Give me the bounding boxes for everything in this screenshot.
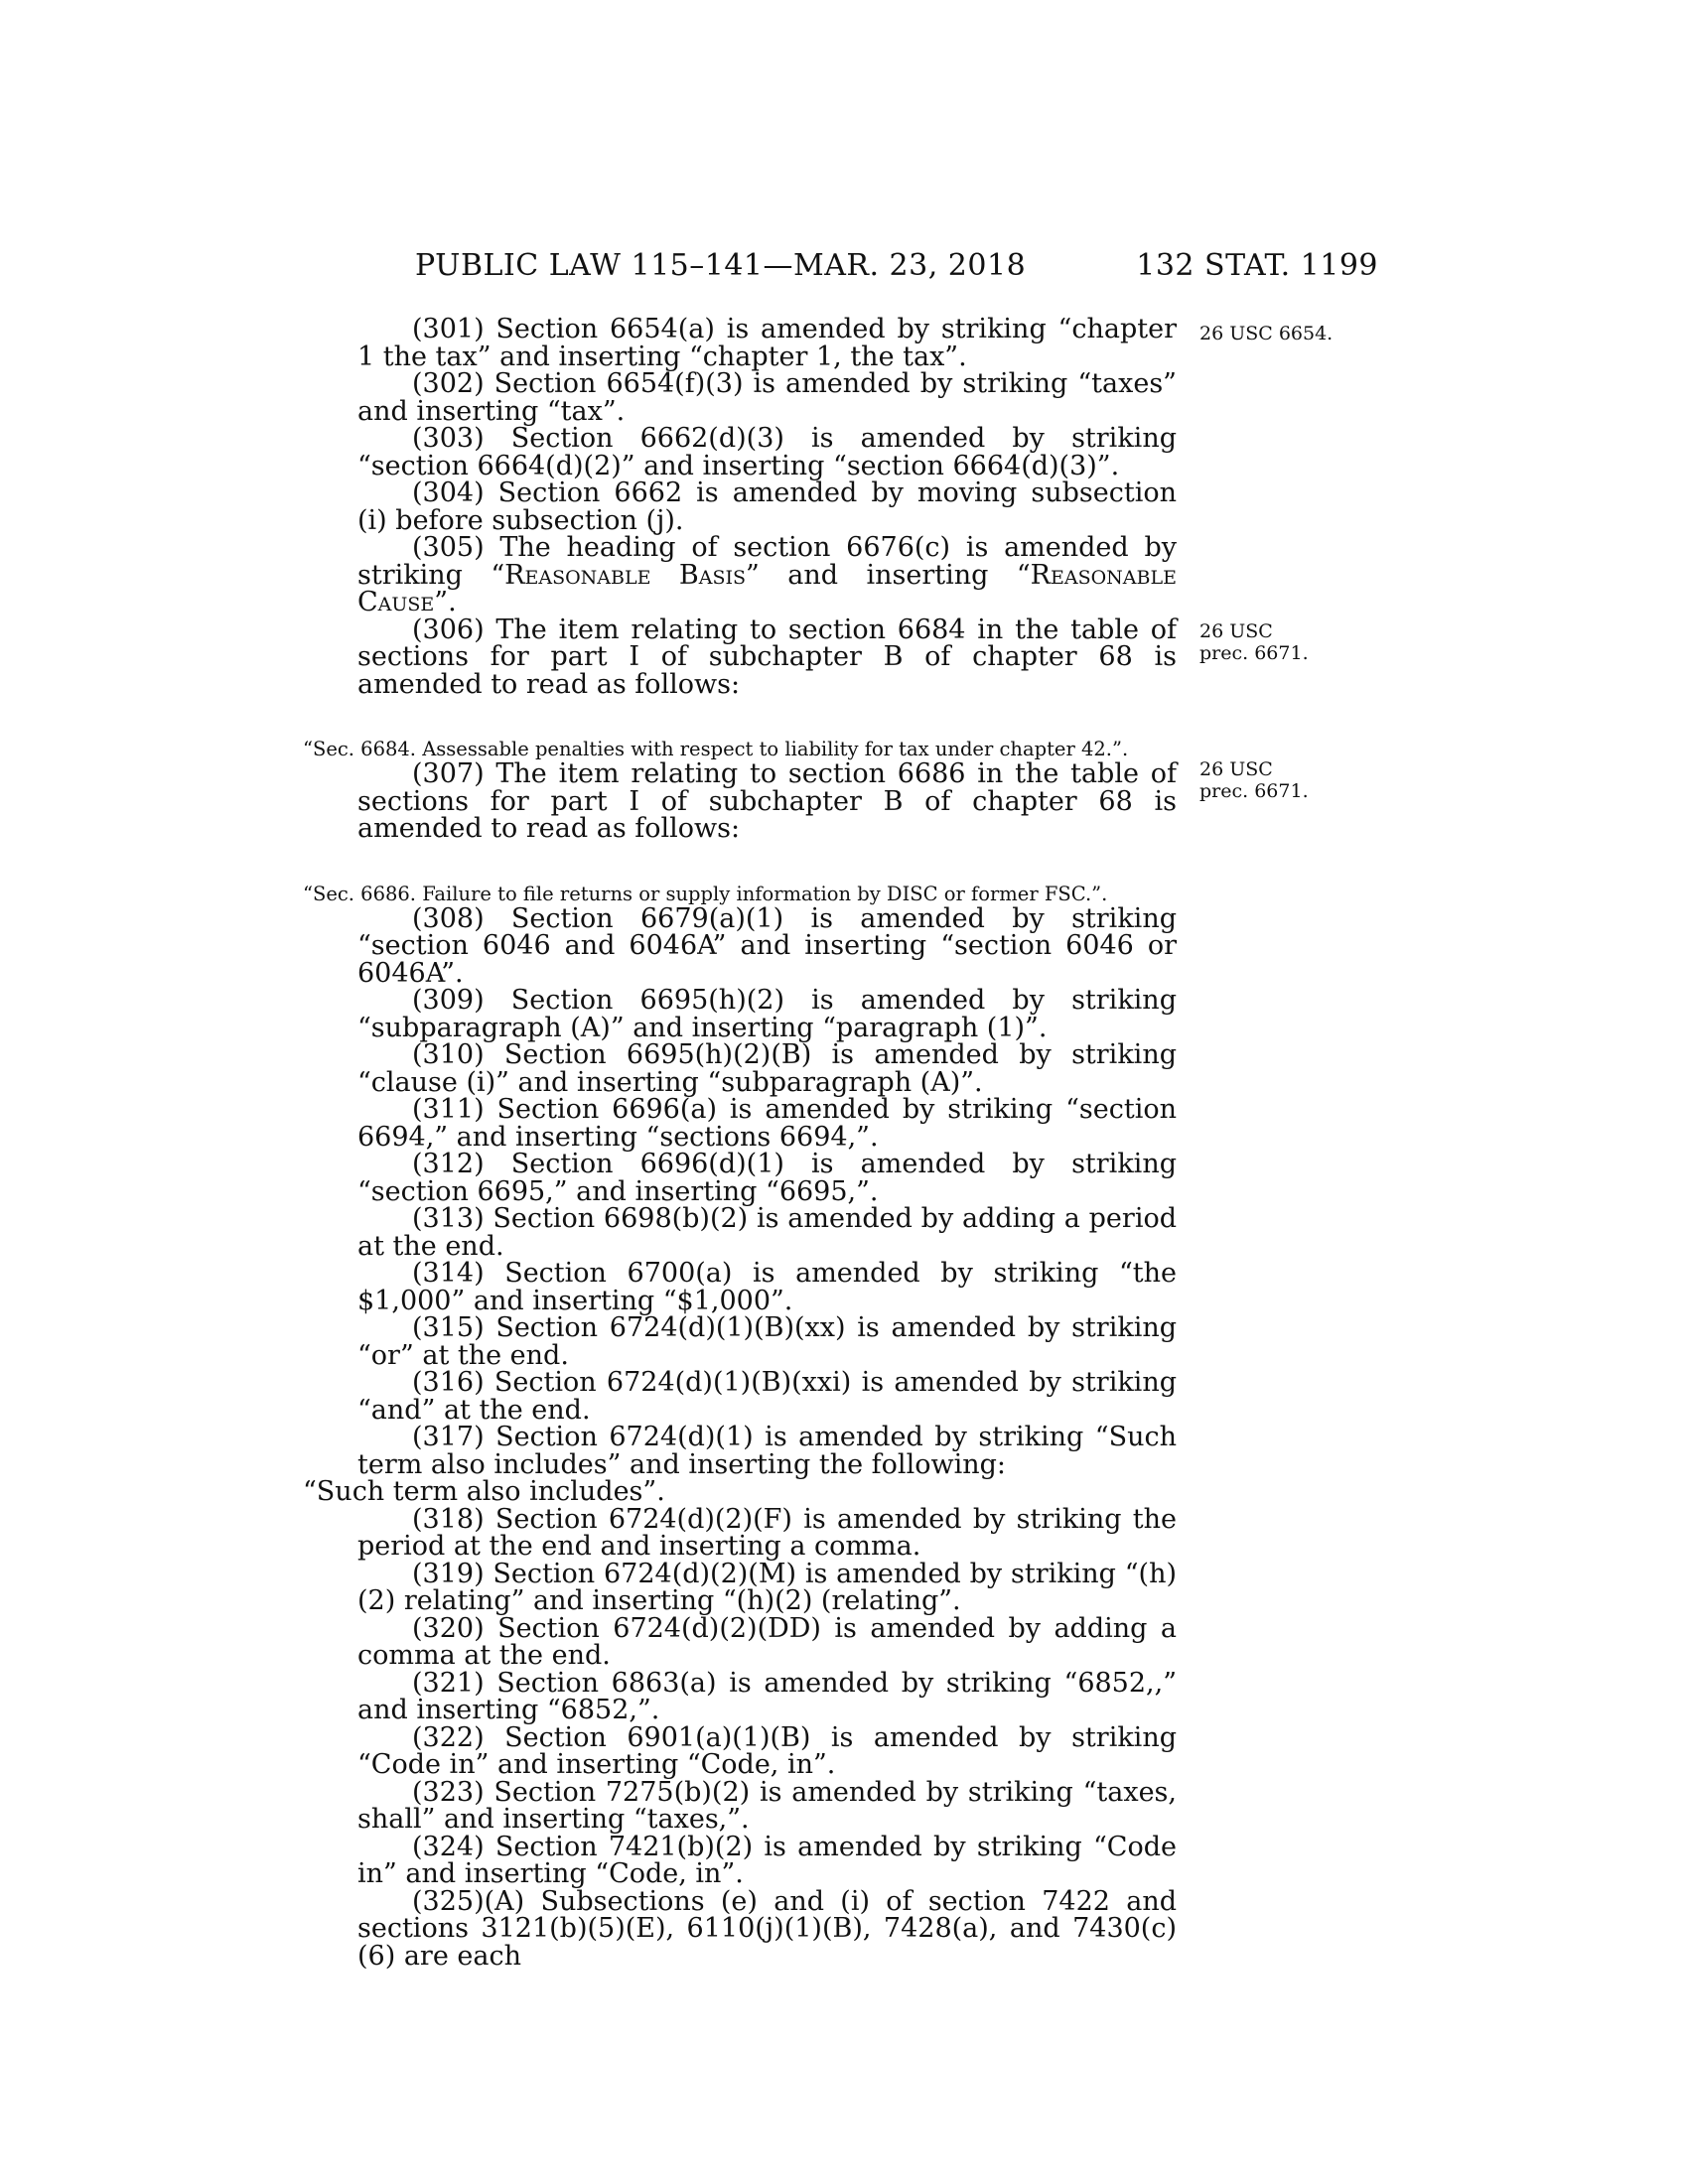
paragraph-304: (304) Section 6662 is amended by moving subsection (i) before subsection (j). — [357, 478, 1177, 536]
paragraph-322: (322) Section 6901(a)(1)(B) is amended by striking “Code in” and inserting “Code, in”. — [357, 1721, 1177, 1780]
paragraph-324: (324) Section 7421(b)(2) is amended by striking “Code in” and inserting “Code, in”. — [357, 1831, 1177, 1889]
paragraph-315: (315) Section 6724(d)(1)(B)(xx) is amended by striking “or” at the end. — [357, 1312, 1177, 1371]
paragraph-320: (320) Section 6724(d)(2)(DD) is amended by adding a comma at the end. — [357, 1612, 1177, 1671]
paragraph-307: (307) The item relating to section 6686 in the table of sections for part I of subchapter B of chapter 68 is amended to read as follows: — [357, 758, 1177, 844]
paragraph-305-post: ”. — [434, 587, 457, 617]
statute-page-number: 132 STAT. 1199 — [1136, 248, 1378, 283]
margin-note-301-text: 26 USC 6654. — [1199, 323, 1334, 344]
table-item-6684: “Sec. 6684. Assessable penalties with respect to liability for tax under chapter 42.”. — [303, 738, 1129, 760]
paragraph-311: (311) Section 6696(a) is amended by striking “section 6694,” and inserting “sections 6694,”. — [357, 1094, 1177, 1153]
margin-note-306-line1: 26 USC — [1199, 620, 1273, 642]
paragraph-310: (310) Section 6695(h)(2)(B) is amended by striking “clause (i)” and inserting “subparagraph (A)”. — [357, 1039, 1177, 1098]
paragraph-306: (306) The item relating to section 6684 in the table of sections for part I of subchapter B of chapter 68 is amended to read as follows: — [357, 614, 1177, 700]
running-header-title: PUBLIC LAW 115–141—MAR. 23, 2018 — [415, 248, 1027, 283]
paragraph-305-mid: ” and inserting “ — [746, 559, 1031, 591]
quoted-text-317: “Such term also includes”. — [303, 1476, 665, 1507]
paragraph-305-small-caps-1: Reasonable Basis — [504, 559, 747, 591]
margin-note-307-line2: prec. 6671. — [1199, 780, 1309, 802]
margin-note-306-line2: prec. 6671. — [1199, 642, 1309, 664]
paragraph-301: (301) Section 6654(a) is amended by striking “chapter 1 the tax” and inserting “chapter 1, the tax”. — [357, 314, 1177, 372]
paragraph-305-small-caps-2: Reasonable Cause — [357, 559, 1177, 617]
paragraph-302: (302) Section 6654(f)(3) is amended by striking “taxes” and inserting “tax”. — [357, 368, 1177, 427]
margin-note-301 — [1199, 323, 1348, 344]
body-text — [303, 314, 1177, 1972]
paragraph-312: (312) Section 6696(d)(1) is amended by striking “section 6695,” and inserting “6695,”. — [357, 1149, 1177, 1207]
paragraph-318: (318) Section 6724(d)(2)(F) is amended by striking the period at the end and inserting a comma. — [357, 1503, 1177, 1562]
paragraph-314: (314) Section 6700(a) is amended by striking “the $1,000” and inserting “$1,000”. — [357, 1258, 1177, 1316]
margin-note-307-line1: 26 USC — [1199, 758, 1273, 780]
paragraph-305 — [357, 534, 1177, 616]
margin-note-306 — [1199, 620, 1348, 664]
table-item-6686: “Sec. 6686. Failure to file returns or supply information by DISC or former FSC.”. — [303, 882, 1108, 905]
paragraph-317: (317) Section 6724(d)(1) is amended by striking “Such term also includes” and inserting the following: — [357, 1422, 1177, 1480]
paragraph-313: (313) Section 6698(b)(2) is amended by adding a period at the end. — [357, 1203, 1177, 1262]
margin-note-307 — [1199, 758, 1348, 802]
paragraph-305-pre: (305) The heading of section 6676(c) is amended by striking “ — [357, 532, 1177, 591]
paragraph-309: (309) Section 6695(h)(2) is amended by striking “subparagraph (A)” and inserting “paragraph (1)”. — [357, 985, 1177, 1043]
paragraph-308: (308) Section 6679(a)(1) is amended by striking “section 6046 and 6046A” and inserting “section 6046 or 6046A”. — [357, 902, 1177, 989]
paragraph-325: (325)(A) Subsections (e) and (i) of section 7422 and sections 3121(b)(5)(E), 6110(j)(1)(B), 7428(a), and 7430(c)(6) are each — [357, 1885, 1177, 1972]
paragraph-319: (319) Section 6724(d)(2)(M) is amended by striking “(h)(2) relating” and inserting “(h)(2) (relating”. — [357, 1558, 1177, 1616]
paragraph-316: (316) Section 6724(d)(1)(B)(xxi) is amended by striking “and” at the end. — [357, 1367, 1177, 1426]
paragraph-323: (323) Section 7275(b)(2) is amended by striking “taxes, shall” and inserting “taxes,”. — [357, 1776, 1177, 1835]
paragraph-303: (303) Section 6662(d)(3) is amended by striking “section 6664(d)(2)” and inserting “section 6664(d)(3)”. — [357, 423, 1177, 481]
paragraph-321: (321) Section 6863(a) is amended by striking “6852,,” and inserting “6852,”. — [357, 1667, 1177, 1725]
